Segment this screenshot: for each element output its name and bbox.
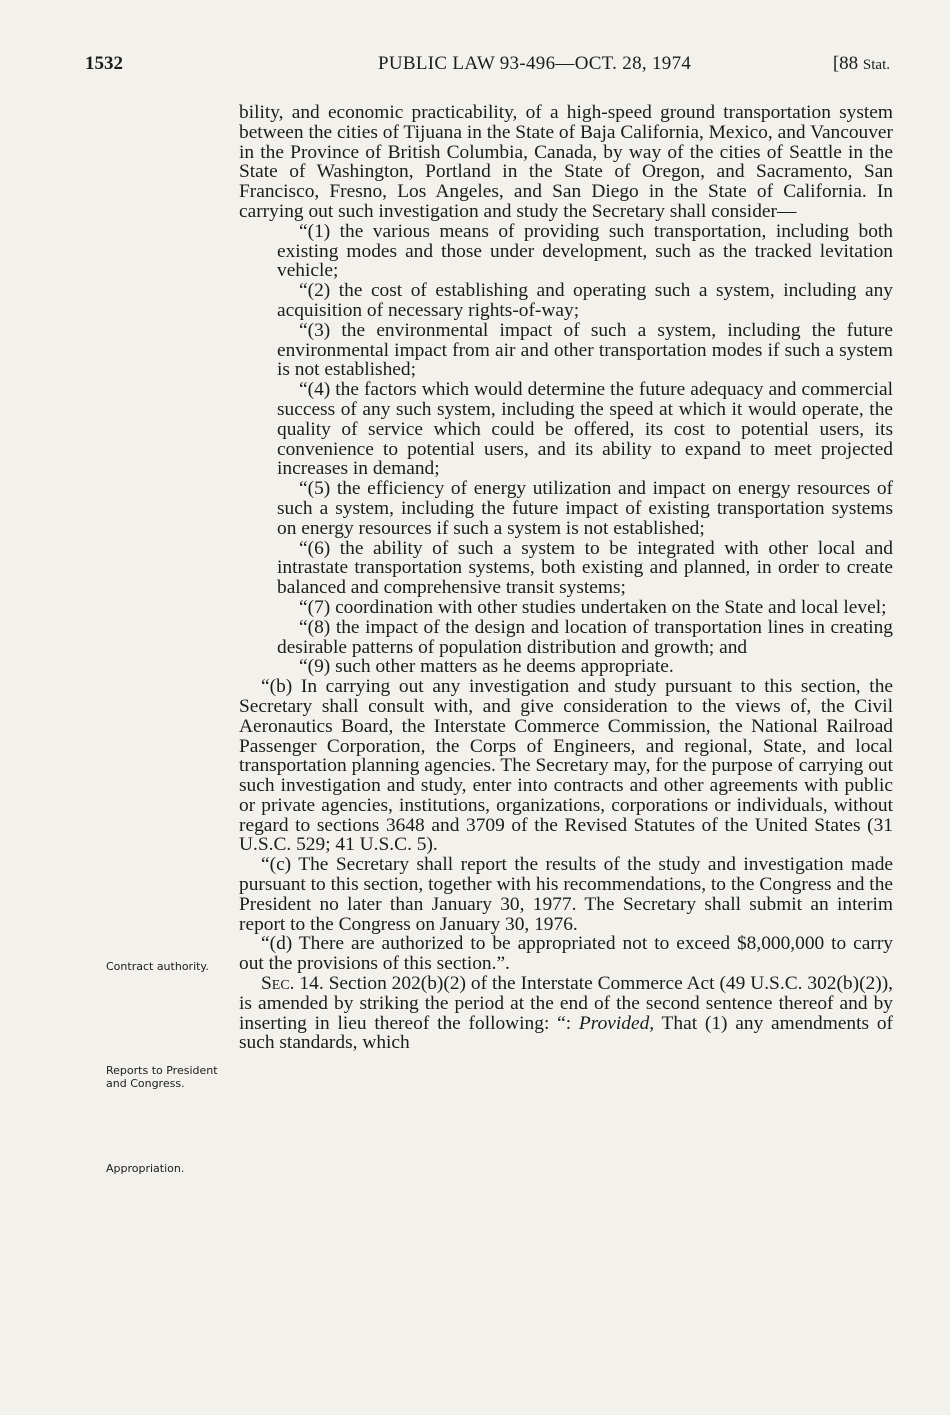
list-item: “(1) the various means of providing such transportation, including both existing modes and those under development, such as the tracked levitation vehicle; — [277, 220, 893, 282]
list-item: “(9) such other matters as he deems appropriate. — [299, 656, 674, 678]
list-item: “(5) the efficiency of energy utilization and impact on energy resources of such a system, including the future impact of existing transportation systems on energy resources if such a system is not established; — [277, 478, 893, 539]
list-item: “(8) the impact of the design and location of transportation lines in creating desirable patterns of population distribution and growth; and — [277, 616, 893, 658]
opening-paragraph: bility, and economic practicability, of a high-speed ground transportation system between the cities of Tijuana in the State of Baja California, Mexico, and Vancouver in the Province of British Columbia, Canada, by way of the cities of Seattle in the State of Washington, Portland in the State of Oregon, and Sacramento, San Francisco, Fresno, Los Angeles, and San Diego in the State of California. In carrying out such investigation and study the Secretary shall consider— — [239, 102, 893, 222]
main-text — [239, 103, 893, 1053]
paragraph-b: “(b) In carrying out any investigation and study pursuant to this section, the Secretary shall consult with, and give consideration to the views of, the Civil Aeronautics Board, the Interstate Commerce Commission, the National Railroad Passenger Corporation, the Corps of Engineers, and regional, State, and local transportation planning agencies. The Secretary may, for the purpose of carrying out such investigation and study, enter into contracts and other agreements with public or private agencies, institutions, organizations, corporations or individuals, without regard to sections 3648 and 3709 of the Revised Statutes of the United States (31 U.S.C. 529; 41 U.S.C. 5). — [239, 676, 893, 856]
paragraph-c: “(c) The Secretary shall report the results of the study and investigation made pursuant to this section, together with his recommendations, to the Congress and the President no later than January 30, 1977. The Secretary shall submit an interim report to the Congress on January 30, 1976. — [239, 854, 893, 935]
list-item: “(4) the factors which would determine the future adequacy and commercial success of any such system, including the speed at which it would operate, the quality of service which could be offered, its cost to potential users, its convenience to potential users, and its ability to expand to meet projected increases in demand; — [277, 379, 893, 480]
section-14-tail: That (1) any amendments of such standards, which — [239, 1012, 893, 1054]
statute-prefix: [88 — [832, 53, 863, 74]
header-title: PUBLIC LAW 93-496—OCT. 28, 1974 — [378, 53, 692, 74]
section-14-label: Sec. 14. — [261, 973, 324, 995]
list-item: “(6) the ability of such a system to be integrated with other local and intrastate transportation systems, both existing and planned, in order to create balanced and comprehensive transit systems; — [277, 537, 893, 599]
margin-note-reports: Reports to President and Congress. — [106, 1064, 218, 1090]
margin-note-appropriation: Appropriation. — [106, 1162, 185, 1175]
margin-note-contract-authority: Contract authority. — [106, 960, 209, 973]
statute-reference — [833, 53, 890, 75]
section-14-text: Section 202(b)(2) of the Interstate Commerce Act (49 U.S.C. 302(b)(2)), is amended by striking the period at the end of the second sentence thereof and by inserting in lieu thereof the following: “: — [239, 973, 893, 1034]
section-14-italic: Provided, — [578, 1012, 655, 1034]
list-item: “(2) the cost of establishing and operating such a system, including any acquisition of necessary rights-of-way; — [277, 280, 893, 321]
page-number: 1532 — [85, 53, 123, 74]
paragraph-d: “(d) There are authorized to be appropriated not to exceed $8,000,000 to carry out the provisions of this section.”. — [239, 933, 893, 975]
section-14-paragraph — [239, 974, 893, 1053]
list-item: “(3) the environmental impact of such a system, including the future environmental impact from air and other transportation modes if such a system is not established; — [277, 319, 893, 381]
running-header — [85, 53, 890, 83]
list-item: “(7) coordination with other studies undertaken on the State and local level; — [299, 596, 887, 618]
statute-word: Stat. — [862, 57, 890, 73]
